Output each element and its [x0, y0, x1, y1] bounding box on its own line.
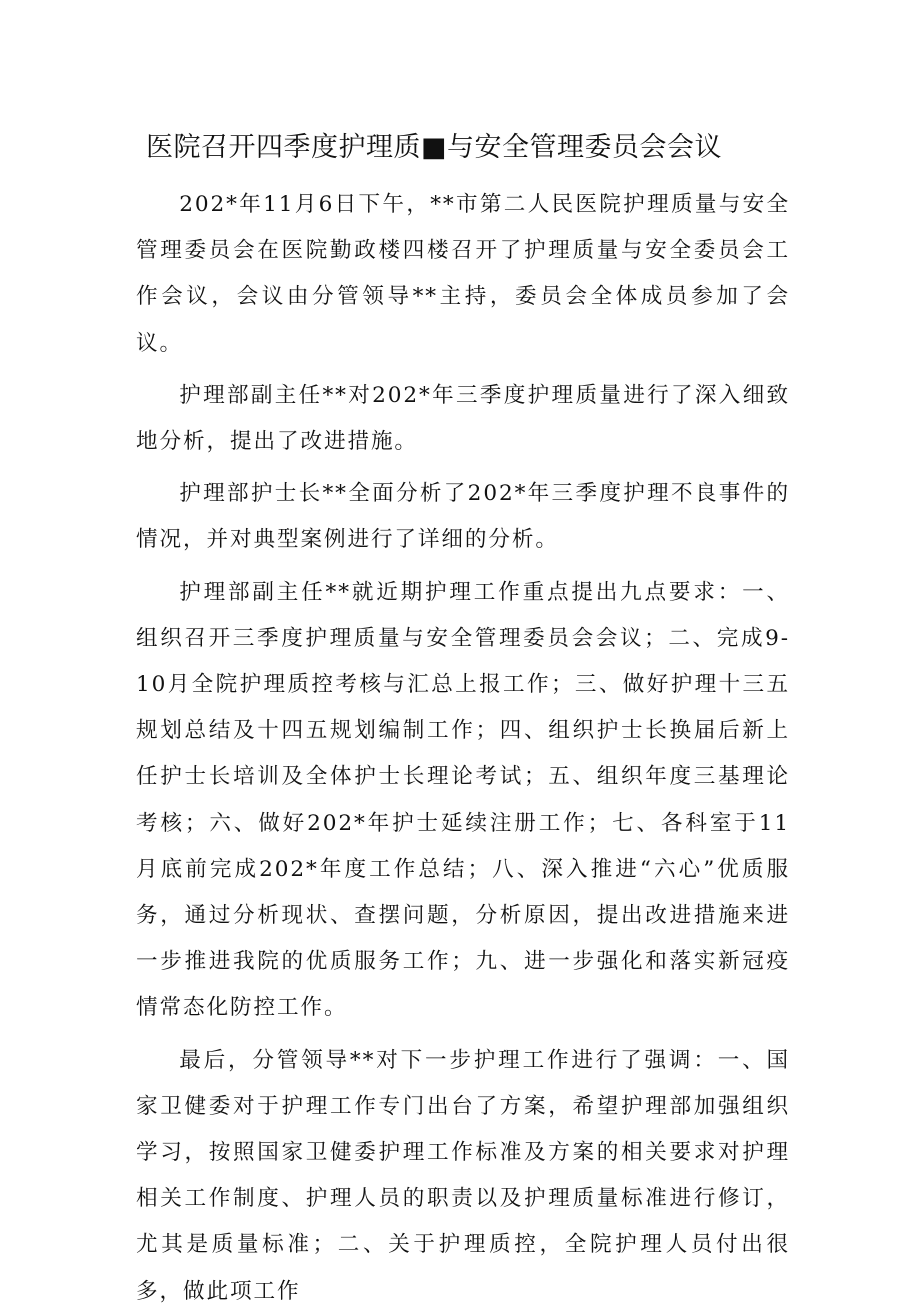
document-title: 医院召开四季度护理质■与安全管理委员会会议: [145, 132, 722, 163]
paragraph-meeting-intro: 202*年11月6日下午，**市第二人民医院护理质量与安全管理委员会在医院勤政楼四楼召开了护理质量与安全委员会工作会议，会议由分管领导**主持，委员会全体成员参加了会议。: [136, 192, 790, 356]
document-body: [136, 182, 790, 1315]
paragraph-adverse-events: 护理部护士长**全面分析了202*年三季度护理不良事件的情况，并对典型案例进行了详细的分析。: [136, 481, 790, 553]
paragraph-leader-emphasis: 最后，分管领导**对下一步护理工作进行了强调：一、国家卫健委对于护理工作专门出台了方案，希望护理部加强组织学习，按照国家卫健委护理工作标准及方案的相关要求对护理相关工作制度、护理人员的职责以及护理质量标准进行修订，尤其是质量标准；二、关于护理质控，全院护理人员付出很多，做此项工作: [136, 1047, 790, 1304]
paragraph-quality-analysis: 护理部副主任**对202*年三季度护理质量进行了深入细致地分析，提出了改进措施。: [136, 382, 790, 455]
paragraph-nine-requirements: 护理部副主任**就近期护理工作重点提出九点要求：一、组织召开三季度护理质量与安全管理委员会会议；二、完成9-10月全院护理质控考核与汇总上报工作；三、做好护理十三五规划总结及十四五规划编制工作；四、组织护士长换届后新上任护士长培训及全体护士长理论考试；五、组织年度三基理论考核；六、做好202*年护士延续注册工作；七、各科室于11月底前完成202*年度工作总结；八、深入推进“六心”优质服务，通过分析现状、查摆问题，分析原因，提出改进措施来进一步推进我院的优质服务工作；九、进一步强化和落实新冠疫情常态化防控工作。: [136, 579, 790, 1021]
